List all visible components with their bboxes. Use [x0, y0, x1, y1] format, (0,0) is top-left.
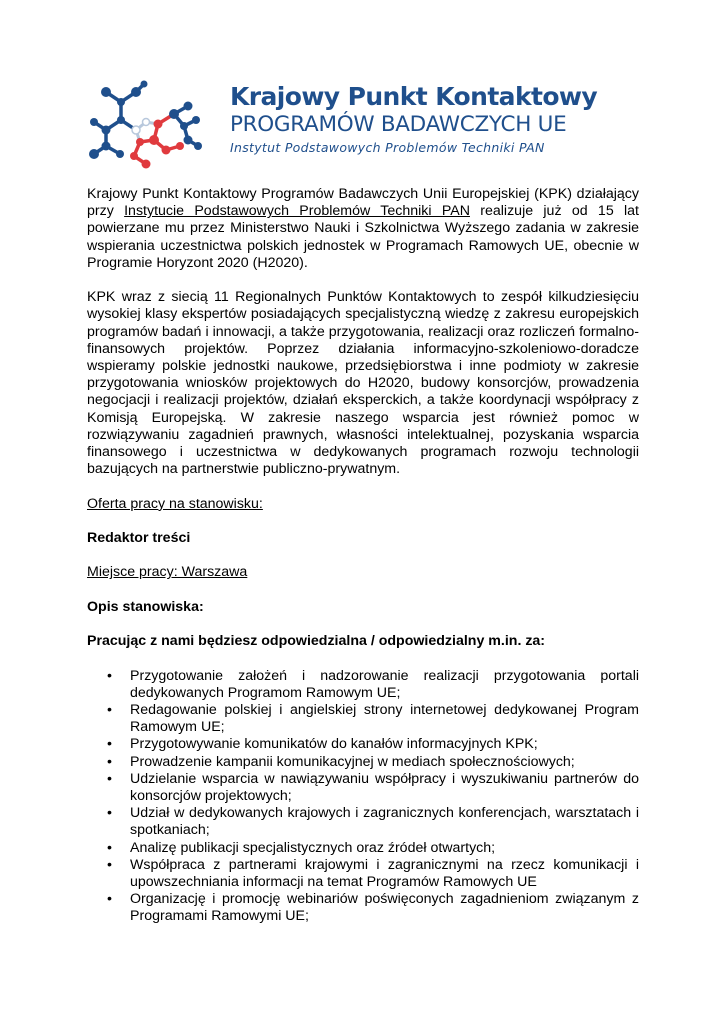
list-item [87, 702, 639, 736]
list-item-text: Analizę publikacji specjalistycznych oraz źródeł otwartych; [130, 839, 496, 856]
logo-title: Krajowy Punkt Kontaktowy [230, 82, 598, 111]
list-item [87, 857, 639, 891]
molecule-logo-icon [84, 80, 204, 170]
institute-link[interactable]: Instytucie Podstawowych Problemów Techniki PAN [124, 203, 470, 220]
offer-label: Oferta pracy na stanowisku: [87, 495, 263, 512]
logo-subtitle: PROGRAMÓW BADAWCZYCH UE [230, 112, 567, 137]
list-item-text: Udział w dedykowanych krajowych i zagranicznych konferencjach, warsztatach i spotkaniach; [130, 805, 639, 839]
list-item [87, 754, 639, 771]
duties-heading: Pracując z nami będziesz odpowiedzialna / odpowiedzialny m.in. za: [87, 633, 546, 650]
about-paragraph: KPK wraz z siecią 11 Regionalnych Punktów Kontaktowych to zespół kilkudziesięciu wysokiej klasy ekspertów posiadających specjalistyczną wiedzę z zakresu europejskich programów badań i innowacji, a także przygotowania, realizacji oraz rozliczeń formalno-finansowych projektów. Poprzez działania informacyjno-szkoleniowo-doradcze wspieramy polskie jednostki naukowe, przedsiębiorstwa i inne podmioty w zakresie przygotowania wniosków projektowych do H2020, budowy konsorcjów, prowadzenia negocjacji i realizacji projektów, działań eksperckich, a także koordynacji współpracy z Komisją Europejską. W zakresie naszego wsparcia jest również pomoc w rozwiązywaniu zagadnień prawnych, własności intelektualnej, pozyskania wsparcia finansowego i uczestnictwa w dedykowanych programach rozwoju technologii bazujących na partnerstwie publiczno-prywatnym. [87, 289, 639, 478]
list-item-text: Przygotowywanie komunikatów do kanałów informacyjnych KPK; [130, 736, 538, 753]
list-item [87, 840, 639, 857]
logo-text [230, 82, 597, 158]
bullet-icon: • [107, 770, 112, 787]
bullet-icon: • [107, 736, 112, 753]
list-item-text: Prowadzenie kampanii komunikacyjnej w mediach społecznościowych; [130, 753, 575, 770]
intro-text-end: realizuje już od 15 lat powierzane mu przez Ministerstwo Nauki i Szkolnictwa Wyższego zadania w zakresie wspierania uczestnictwa polskich jednostek w Programach Ramowych UE, obecnie w Programie Horyzont 2020 (H2020). [87, 203, 639, 271]
bullet-icon: • [107, 701, 112, 718]
list-item [87, 891, 639, 925]
bullet-icon: • [107, 891, 112, 908]
list-item-text: Przygotowanie założeń i nadzorowanie realizacji przygotowania portali dedykowanych Programom Ramowym UE; [130, 667, 639, 701]
position-title: Redaktor treści [87, 530, 191, 547]
logo-institute: Instytut Podstawowych Problemów Techniki PAN [230, 140, 545, 155]
bullet-icon: • [107, 856, 112, 873]
list-item-text: Udzielanie wsparcia w nawiązywaniu współpracy i wyszukiwaniu partnerów do konsorcjów projektowych; [130, 770, 639, 804]
list-item [87, 736, 639, 753]
intro-paragraph [87, 186, 639, 272]
description-heading: Opis stanowiska: [87, 598, 204, 615]
list-item [87, 805, 639, 839]
bullet-icon: • [107, 753, 112, 770]
document-body [87, 186, 639, 926]
bullet-icon: • [107, 839, 112, 856]
bullet-icon: • [107, 667, 112, 684]
bullet-icon: • [107, 805, 112, 822]
list-item-text: Współpraca z partnerami krajowymi i zagranicznymi na rzecz komunikacji i upowszechniania informacji na temat Programów Ramowych UE [130, 856, 639, 891]
duties-list [87, 668, 639, 926]
work-location: Miejsce pracy: Warszawa [87, 564, 248, 581]
intro-text-start: Krajowy Punkt Kontaktowy Programów Badawczych Unii Europejskiej (KPK) działający przy [87, 186, 639, 220]
list-item [87, 668, 639, 702]
list-item-text: Redagowanie polskiej i angielskiej strony internetowej dedykowanej Program Ramowym UE; [130, 701, 639, 736]
list-item-text: Organizację i promocję webinariów poświęconych zagadnieniom związanym z Programami Ramowymi UE; [130, 891, 639, 925]
kpk-logo [84, 80, 598, 175]
list-item [87, 771, 639, 805]
